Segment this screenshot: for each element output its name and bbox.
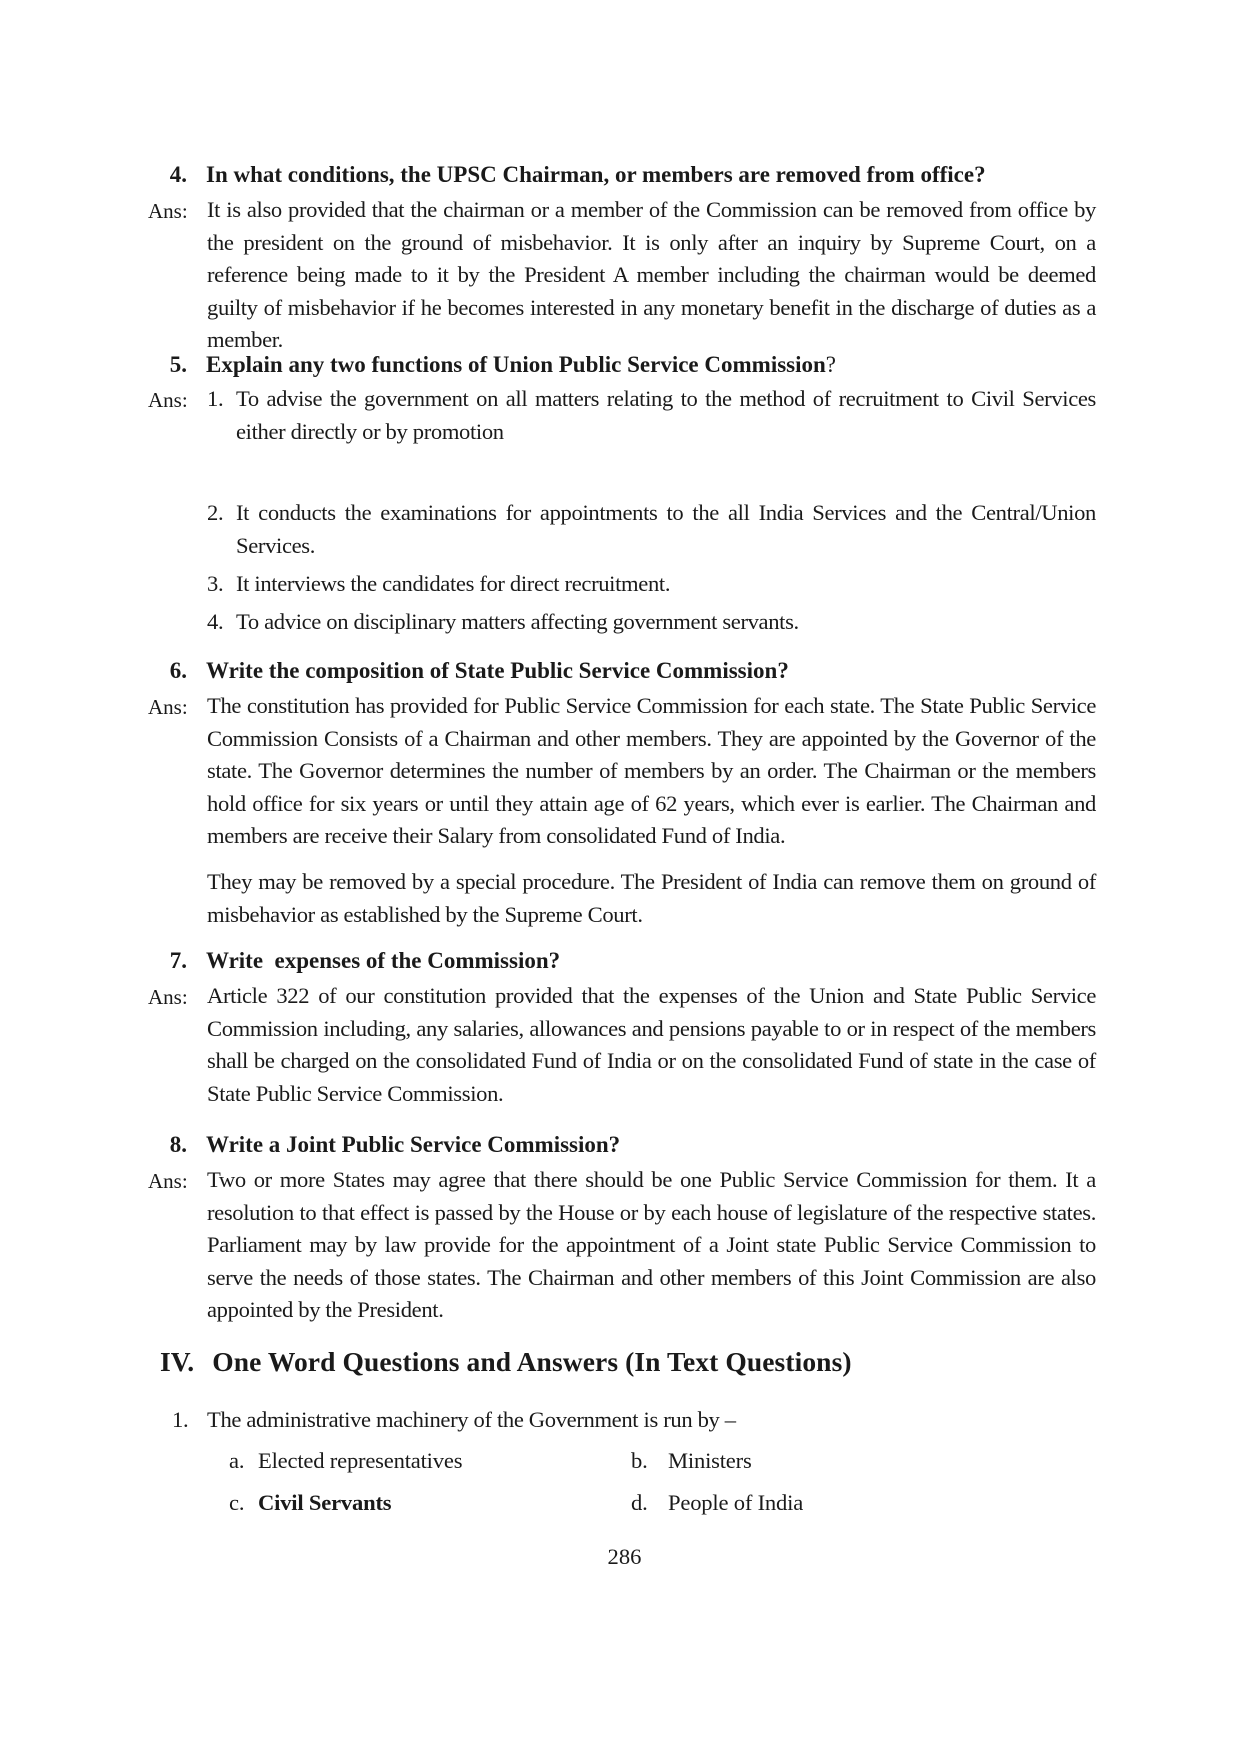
item-number: 4. — [207, 609, 224, 634]
question-number: 8. — [169, 1132, 187, 1157]
option-letter: b. — [631, 1448, 648, 1473]
answer-5-item-3 — [207, 568, 1096, 601]
question-6-heading — [150, 656, 1100, 686]
answer-4-text: It is also provided that the chairman or a member of the Commission can be removed from office by the president on the ground of misbehavior. It is only after an inquiry by Supreme Court, on a reference being made to it by the President A member including the chairman would be deemed guilty of misbehavior if he becomes interested in any monetary benefit in the discharge of duties as a member. — [207, 197, 1096, 352]
question-7-heading — [150, 946, 1100, 976]
answer-5-item-1 — [207, 383, 1096, 448]
option-letter: a. — [229, 1448, 245, 1473]
question-number: 5. — [169, 352, 187, 377]
answer-7-text: Article 322 of our constitution provided that the expenses of the Union and State Public Service Commission including, any salaries, allowances and pensions payable to or in respect of the members shall be charged on the consolidated Fund of India or on the consolidated Fund of state in the case of State Public Service Commission. — [207, 983, 1096, 1106]
item-number: 2. — [207, 500, 224, 525]
section-iv-heading — [160, 1344, 852, 1380]
question-text: Write a Joint Public Service Commission? — [206, 1132, 621, 1157]
answer-6-paragraph-2: They may be removed by a special procedure. The President of India can remove them on ground of misbehavior as established by the Supreme Court. — [207, 869, 1096, 927]
answer-5-item-4 — [207, 606, 1096, 639]
option-b — [631, 1445, 752, 1477]
item-text: It interviews the candidates for direct recruitment. — [236, 571, 671, 596]
item-text: It conducts the examinations for appointments to the all India Services and the Central/Union Services. — [236, 500, 1096, 558]
answer-label: Ans: — [148, 985, 188, 1009]
section-title: One Word Questions and Answers (In Text Questions) — [212, 1346, 852, 1377]
answer-8-text: Two or more States may agree that there should be one Public Service Commission for them. It a resolution to that effect is passed by the House or by each house of legislature of the respective states. Parliament may by law provide for the appointment of a Joint state Public Service Commission to serve the needs of those states. The Chairman and other members of this Joint Commission are also appointed by the President. — [207, 1167, 1096, 1322]
question-text: In what conditions, the UPSC Chairman, or members are removed from office? — [206, 162, 986, 187]
answer-label: Ans: — [148, 695, 188, 719]
option-d — [631, 1487, 803, 1519]
option-text: Civil Servants — [258, 1490, 392, 1515]
answer-6-paragraph-1: The constitution has provided for Public Service Commission for each state. The State Public Service Commission Consists of a Chairman and other members. They are appointed by the Governor of the state. The Governor determines the number of members by an order. The Chairman or the members hold office for six years or until they attain age of 62 years, which ever is earlier. The Chairman and members are receive their Salary from consolidated Fund of India. — [207, 693, 1096, 848]
option-a — [229, 1445, 462, 1477]
question-8-heading — [150, 1130, 1100, 1160]
option-letter: d. — [631, 1490, 648, 1515]
answer-label: Ans: — [148, 388, 188, 412]
item-number: 1. — [207, 386, 224, 411]
question-text: Write the composition of State Public Service Commission? — [206, 658, 789, 683]
item-text: To advice on disciplinary matters affecting government servants. — [236, 609, 799, 634]
question-4-heading — [150, 160, 1100, 190]
page-number: 286 — [607, 1544, 642, 1569]
question-5-heading — [150, 350, 1100, 380]
answer-label: Ans: — [148, 199, 188, 223]
answer-5-item-2 — [207, 497, 1096, 562]
question-number: 7. — [169, 948, 187, 973]
answer-label: Ans: — [148, 1169, 188, 1193]
option-text: Elected representatives — [258, 1448, 463, 1473]
item-text: To advise the government on all matters relating to the method of recruitment to Civil Services either directly or by promotion — [236, 386, 1096, 444]
option-text: People of India — [668, 1490, 804, 1515]
question-number: 6. — [169, 658, 187, 683]
option-c-correct — [229, 1487, 391, 1519]
option-letter: c. — [229, 1490, 245, 1515]
section-roman-numeral: IV. — [160, 1346, 195, 1377]
question-number: 1. — [172, 1407, 189, 1432]
question-text: The administrative machinery of the Government is run by – — [207, 1407, 736, 1432]
option-text: Ministers — [668, 1448, 752, 1473]
question-text: Write expenses of the Commission? — [206, 948, 561, 973]
question-mark: ? — [825, 352, 837, 377]
item-number: 3. — [207, 571, 224, 596]
question-text: Explain any two functions of Union Public Service Commission — [206, 352, 826, 377]
one-word-question-1 — [172, 1404, 736, 1436]
question-number: 4. — [169, 162, 187, 187]
